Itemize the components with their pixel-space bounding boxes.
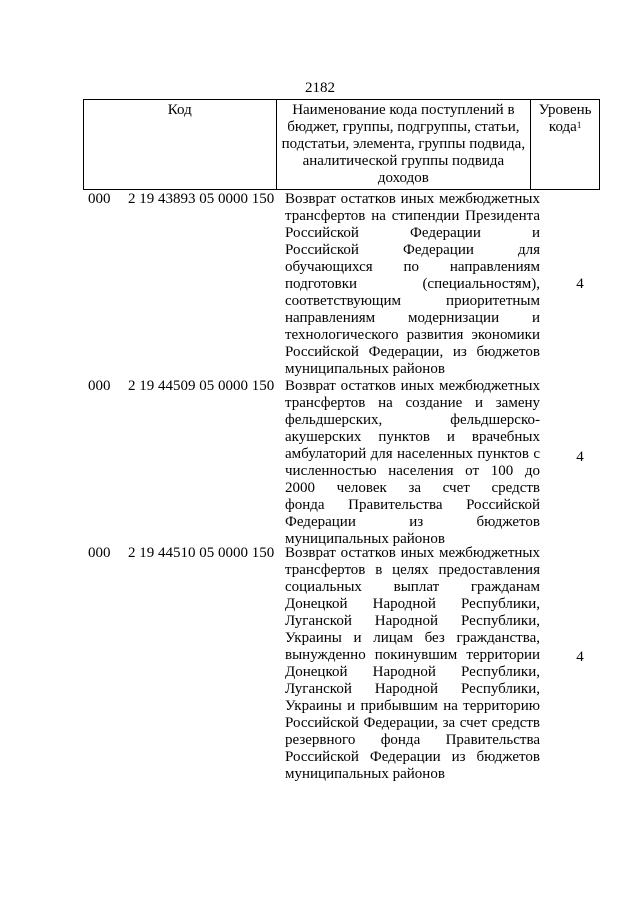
description-line: Российской Федерации и (285, 225, 540, 241)
page-number: 2182 (305, 80, 335, 96)
income-code: 2 19 43893 05 0000 150 (128, 191, 275, 207)
description-line: муниципальных районов (285, 766, 445, 782)
table-header (83, 99, 600, 190)
description-line: трансфертов на стипендии Президента (285, 208, 540, 224)
header-code-label: Код (167, 102, 192, 118)
admin-code: 000 (88, 545, 111, 561)
header-level-label: Уровень кода (538, 102, 592, 135)
code-level: 4 (576, 276, 584, 292)
description-line: подготовки (специальностям), (285, 276, 540, 292)
footnote-marker: 1 (576, 120, 582, 130)
description-line: Луганской Народной Республики, (285, 613, 540, 629)
description-line: Возврат остатков иных межбюджетных (285, 378, 540, 394)
income-description (285, 191, 540, 378)
header-name (276, 100, 531, 190)
description-line: Луганской Народной Республики, (285, 681, 540, 697)
income-code: 2 19 44509 05 0000 150 (128, 378, 275, 394)
description-line: амбулаторий для населенных пунктов с (285, 446, 540, 462)
description-line: резервного фонда Правительства (285, 732, 540, 748)
description-line: вынужденно покинувшим территории (285, 647, 540, 663)
description-line: муниципальных районов (285, 361, 445, 377)
description-line: Федерации из бюджетов (285, 514, 540, 530)
admin-code: 000 (88, 191, 111, 207)
description-line: Возврат остатков иных межбюджетных (285, 545, 540, 561)
income-description (285, 378, 540, 548)
description-line: Украины и лицам без гражданства, (285, 630, 540, 646)
header-code (84, 100, 277, 190)
description-line: соответствующим приоритетным (285, 293, 540, 309)
admin-code: 000 (88, 378, 111, 394)
header-name-label: Наименование кода поступлений в бюджет, группы, подгруппы, статьи, подстатьи, элемента, группы подвида, аналитической группы подвида доходов (281, 102, 526, 186)
description-line: технологического развития экономики (285, 327, 540, 343)
description-line: Донецкой Народной Республики, (285, 664, 540, 680)
description-line: обучающихся по направлениям (285, 259, 540, 275)
description-line: Возврат остатков иных межбюджетных (285, 191, 540, 207)
description-line: 2000 человек за счет средств (285, 480, 540, 496)
description-line: Российской Федерации, за счет средств (285, 715, 540, 731)
description-line: трансфертов на создание и замену (285, 395, 540, 411)
description-line: акушерских пунктов и врачебных (285, 429, 540, 445)
code-level: 4 (576, 649, 584, 665)
income-description (285, 545, 540, 783)
description-line: фельдшерских, фельдшерско- (285, 412, 540, 428)
description-line: направлениям модернизации и (285, 310, 540, 326)
description-line: Российской Федерации для (285, 242, 540, 258)
description-line: Российской Федерации из бюджетов (285, 749, 540, 765)
description-line: трансфертов в целях предоставления (285, 562, 540, 578)
income-code: 2 19 44510 05 0000 150 (128, 545, 275, 561)
description-line: Донецкой Народной Республики, (285, 596, 540, 612)
code-level: 4 (576, 449, 584, 465)
description-line: социальных выплат гражданам (285, 579, 540, 595)
header-level (531, 100, 600, 190)
description-line: муниципальных районов (285, 531, 445, 547)
description-line: численностью населения от 100 до (285, 463, 540, 479)
description-line: Российской Федерации, из бюджетов (285, 344, 540, 360)
description-line: фонда Правительства Российской (285, 497, 540, 513)
description-line: Украины и прибывшим на территорию (285, 698, 540, 714)
